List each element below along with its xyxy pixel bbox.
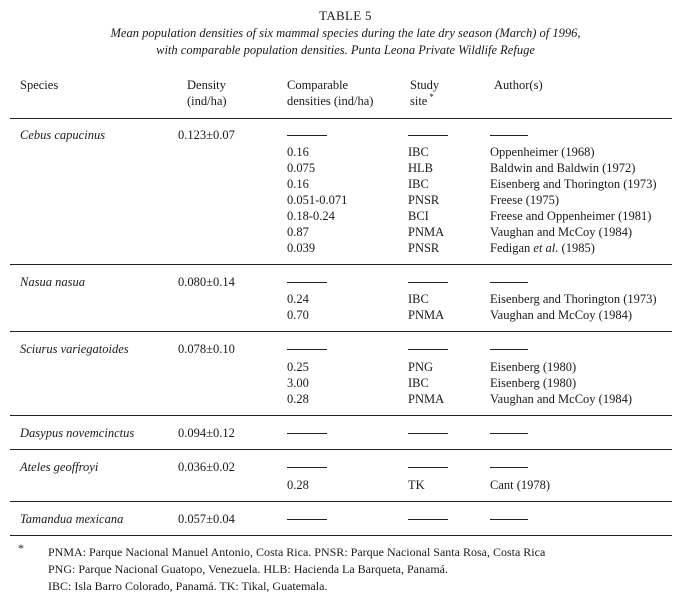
dash-rule <box>408 433 448 434</box>
study-site: PNSR <box>408 193 440 207</box>
comparable-density: 3.00 <box>287 376 309 390</box>
footnote-line-3: IBC: Isla Barro Colorado, Panamá. TK: Tikal, Guatemala. <box>48 579 328 593</box>
header-species: Species <box>20 78 59 92</box>
footnote-line-1: PNMA: Parque Nacional Manuel Antonio, Costa Rica. PNSR: Parque Nacional Santa Rosa, Costa Rica <box>48 545 546 559</box>
header-rule <box>10 118 672 119</box>
header-density-line-1: Density <box>187 78 226 92</box>
author: Oppenheimer (1968) <box>490 145 595 159</box>
row-separator <box>10 415 672 416</box>
dash-rule <box>490 135 528 136</box>
author: Cant (1978) <box>490 478 551 492</box>
author-dash <box>490 460 528 475</box>
author-dash <box>490 426 528 441</box>
row-separator <box>10 501 672 502</box>
table-row <box>0 512 691 528</box>
header-site-line-2 <box>410 93 439 110</box>
table-row <box>0 177 691 193</box>
comparable-density: 0.051-0.071 <box>287 193 348 207</box>
table-row <box>0 292 691 308</box>
table-row <box>0 241 691 257</box>
dash-rule <box>490 282 528 283</box>
study-site: PNMA <box>408 225 445 239</box>
header-density <box>187 77 227 109</box>
density-value: 0.094±0.12 <box>178 426 235 440</box>
header-site-line-1: Study <box>410 78 440 92</box>
table-row <box>0 145 691 161</box>
author: Baldwin and Baldwin (1972) <box>490 161 636 175</box>
header-comparable-line-1: Comparable <box>287 78 349 92</box>
table-label: TABLE 5 <box>319 8 372 23</box>
dash-rule <box>408 519 448 520</box>
footnote-mark: * <box>18 541 24 555</box>
site-dash <box>408 342 448 357</box>
author-dash <box>490 275 528 290</box>
study-site: IBC <box>408 376 429 390</box>
header-comparable-line-2: densities (ind/ha) <box>287 94 374 108</box>
table-row <box>0 376 691 392</box>
site-dash <box>408 128 448 143</box>
author-year: (1985) <box>558 241 595 255</box>
row-separator <box>10 264 672 265</box>
table-row <box>0 342 691 358</box>
author-dash <box>490 512 528 527</box>
comparable-density: 0.18-0.24 <box>287 209 335 223</box>
author: Vaughan and McCoy (1984) <box>490 225 632 239</box>
comparable-density: 0.039 <box>287 241 316 255</box>
table-row <box>0 225 691 241</box>
dash-rule <box>287 467 327 468</box>
dash-rule <box>287 282 327 283</box>
table-row <box>0 426 691 442</box>
table-row <box>0 308 691 324</box>
author: Eisenberg (1980) <box>490 360 577 374</box>
table-row <box>0 209 691 225</box>
author-et-al: et al. <box>533 241 559 255</box>
table-row <box>0 275 691 291</box>
dash-rule <box>490 433 528 434</box>
author-text: Fedigan <box>490 241 534 255</box>
dash-rule <box>287 433 327 434</box>
comparable-density: 0.16 <box>287 177 309 191</box>
table-row <box>0 360 691 376</box>
study-site: HLB <box>408 161 433 175</box>
site-dash <box>408 275 448 290</box>
density-value: 0.123±0.07 <box>178 128 235 142</box>
study-site: IBC <box>408 145 429 159</box>
dash-rule <box>408 282 448 283</box>
study-site: PNMA <box>408 392 445 406</box>
density-value: 0.078±0.10 <box>178 342 235 356</box>
site-dash <box>408 426 448 441</box>
species-name: Cebus capucinus <box>20 128 106 142</box>
author-dash <box>490 128 528 143</box>
comparable-density: 0.24 <box>287 292 309 306</box>
header-comparable <box>287 77 373 109</box>
header-density-line-2: (ind/ha) <box>187 94 227 108</box>
table-row <box>0 460 691 476</box>
table-row <box>0 478 691 494</box>
author: Vaughan and McCoy (1984) <box>490 308 632 322</box>
header-study-site <box>410 77 439 110</box>
comparable-density: 0.16 <box>287 145 309 159</box>
comparable-density: 0.70 <box>287 308 309 322</box>
density-value: 0.057±0.04 <box>178 512 235 526</box>
site-dash <box>408 512 448 527</box>
study-site: BCI <box>408 209 429 223</box>
comparable-dash <box>287 512 327 527</box>
density-value: 0.080±0.14 <box>178 275 235 289</box>
species-name: Ateles geoffroyi <box>20 460 99 474</box>
dash-rule <box>408 349 448 350</box>
row-separator <box>10 535 672 536</box>
table-caption-line-2: with comparable population densities. Punta Leona Private Wildlife Refuge <box>156 43 535 57</box>
comparable-dash <box>287 128 327 143</box>
table-row <box>0 128 691 144</box>
table-caption-line-1: Mean population densities of six mammal species during the late dry season (March) of 1996, <box>110 26 581 40</box>
author: Eisenberg and Thorington (1973) <box>490 292 657 306</box>
table-row <box>0 392 691 408</box>
comparable-density: 0.28 <box>287 478 309 492</box>
comparable-density: 0.87 <box>287 225 309 239</box>
header-authors: Author(s) <box>494 78 543 92</box>
comparable-dash <box>287 342 327 357</box>
author: Vaughan and McCoy (1984) <box>490 392 632 406</box>
row-separator <box>10 331 672 332</box>
dash-rule <box>287 519 327 520</box>
site-dash <box>408 460 448 475</box>
comparable-dash <box>287 460 327 475</box>
table-row <box>0 193 691 209</box>
study-site: PNG <box>408 360 434 374</box>
species-name: Nasua nasua <box>20 275 85 289</box>
author <box>490 241 595 256</box>
species-name: Dasypus novemcinctus <box>20 426 135 440</box>
study-site: TK <box>408 478 425 492</box>
dash-rule <box>408 467 448 468</box>
header-site-footnote-mark: * <box>429 92 434 102</box>
author-dash <box>490 342 528 357</box>
species-name: Tamandua mexicana <box>20 512 124 526</box>
comparable-density: 0.28 <box>287 392 309 406</box>
table-row <box>0 161 691 177</box>
author: Eisenberg and Thorington (1973) <box>490 177 657 191</box>
study-site: IBC <box>408 292 429 306</box>
comparable-dash <box>287 275 327 290</box>
comparable-density: 0.075 <box>287 161 316 175</box>
author: Freese and Oppenheimer (1981) <box>490 209 652 223</box>
dash-rule <box>287 135 327 136</box>
row-separator <box>10 449 672 450</box>
dash-rule <box>287 349 327 350</box>
header-site-word: site <box>410 94 428 108</box>
dash-rule <box>490 467 528 468</box>
study-site: PNMA <box>408 308 445 322</box>
density-value: 0.036±0.02 <box>178 460 235 474</box>
comparable-density: 0.25 <box>287 360 309 374</box>
dash-rule <box>490 349 528 350</box>
species-name: Sciurus variegatoides <box>20 342 129 356</box>
footnote-line-2: PNG: Parque Nacional Guatopo, Venezuela. HLB: Hacienda La Barqueta, Panamá. <box>48 562 448 576</box>
author: Freese (1975) <box>490 193 560 207</box>
dash-rule <box>490 519 528 520</box>
author: Eisenberg (1980) <box>490 376 577 390</box>
dash-rule <box>408 135 448 136</box>
comparable-dash <box>287 426 327 441</box>
study-site: PNSR <box>408 241 440 255</box>
study-site: IBC <box>408 177 429 191</box>
